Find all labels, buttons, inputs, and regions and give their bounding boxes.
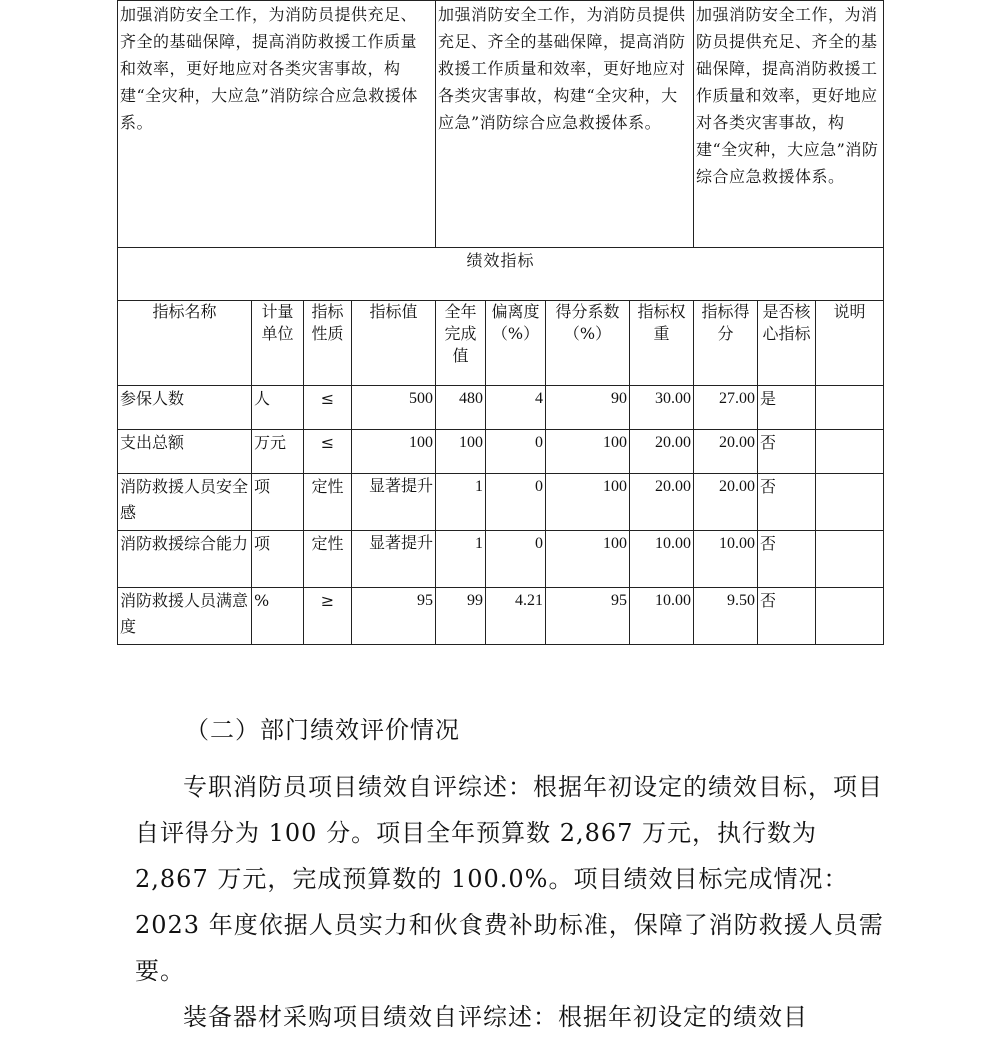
target-cell: 500 bbox=[352, 386, 436, 430]
section-row bbox=[118, 248, 884, 301]
actual-cell: 1 bbox=[436, 531, 486, 588]
indicator-name: 消防救援人员满意度 bbox=[118, 588, 252, 645]
target-cell: 显著提升 bbox=[352, 531, 436, 588]
performance-table-wrapper bbox=[117, 0, 883, 652]
target-cell: 显著提升 bbox=[352, 474, 436, 531]
score-cell: 9.50 bbox=[694, 588, 758, 645]
weight-cell: 30.00 bbox=[630, 386, 694, 430]
note-cell bbox=[816, 430, 884, 474]
actual-cell: 1 bbox=[436, 474, 486, 531]
core-cell: 否 bbox=[758, 588, 816, 645]
weight-cell: 10.00 bbox=[630, 531, 694, 588]
weight-cell: 10.00 bbox=[630, 588, 694, 645]
body-text bbox=[135, 764, 895, 1040]
unit-cell: 项 bbox=[252, 531, 304, 588]
unit-cell: % bbox=[252, 588, 304, 645]
note-cell bbox=[816, 588, 884, 645]
score-cell: 10.00 bbox=[694, 531, 758, 588]
table-row bbox=[118, 474, 884, 531]
nature-cell: ≤ bbox=[304, 430, 352, 474]
target-cell: 95 bbox=[352, 588, 436, 645]
paragraph-1: 专职消防员项目绩效自评综述：根据年初设定的绩效目标，项目自评得分为 100 分。项目全年预算数 2,867 万元，执行数为 2,867 万元，完成预算数的 100.0%。项目绩效目标完成情况：2023 年度依据人员实力和伙食费补助标准，保障了消防救援人员需要。 bbox=[135, 773, 884, 985]
goal-cell-1: 加强消防安全工作，为消防员提供充足、齐全的基础保障，提高消防救援工作质量和效率，更好地应对各类灾害事故，构建“全灾种，大应急”消防综合应急救援体系。 bbox=[118, 1, 436, 248]
header-cell: 是否核心指标 bbox=[758, 301, 816, 386]
deviation-cell: 4.21 bbox=[486, 588, 546, 645]
table-row bbox=[118, 531, 884, 588]
indicator-name: 消防救援人员安全感 bbox=[118, 474, 252, 531]
coef-cell: 90 bbox=[546, 386, 630, 430]
indicator-name: 参保人数 bbox=[118, 386, 252, 430]
goal-cell-3: 加强消防安全工作，为消防员提供充足、齐全的基础保障，提高消防救援工作质量和效率，更好地应对各类灾害事故，构建“全灾种，大应急”消防综合应急救援体系。 bbox=[694, 1, 884, 248]
nature-cell: 定性 bbox=[304, 531, 352, 588]
section-heading: （二）部门绩效评价情况 bbox=[185, 716, 460, 744]
unit-cell: 项 bbox=[252, 474, 304, 531]
weight-cell: 20.00 bbox=[630, 430, 694, 474]
deviation-cell: 0 bbox=[486, 531, 546, 588]
table-row bbox=[118, 430, 884, 474]
header-cell: 说明 bbox=[816, 301, 884, 386]
header-cell: 指标得分 bbox=[694, 301, 758, 386]
goal-cell-2: 加强消防安全工作，为消防员提供充足、齐全的基础保障，提高消防救援工作质量和效率，更好地应对各类灾害事故，构建“全灾种，大应急”消防综合应急救援体系。 bbox=[436, 1, 694, 248]
deviation-cell: 4 bbox=[486, 386, 546, 430]
core-cell: 是 bbox=[758, 386, 816, 430]
note-cell bbox=[816, 386, 884, 430]
header-cell: 全年完成值 bbox=[436, 301, 486, 386]
coef-cell: 100 bbox=[546, 531, 630, 588]
score-cell: 20.00 bbox=[694, 474, 758, 531]
score-cell: 27.00 bbox=[694, 386, 758, 430]
deviation-cell: 0 bbox=[486, 474, 546, 531]
core-cell: 否 bbox=[758, 430, 816, 474]
header-row bbox=[118, 301, 884, 386]
nature-cell: 定性 bbox=[304, 474, 352, 531]
nature-cell: ≥ bbox=[304, 588, 352, 645]
paragraph-2: 装备器材采购项目绩效自评综述：根据年初设定的绩效目 bbox=[183, 1003, 808, 1031]
score-cell: 20.00 bbox=[694, 430, 758, 474]
unit-cell: 万元 bbox=[252, 430, 304, 474]
actual-cell: 480 bbox=[436, 386, 486, 430]
header-cell: 指标值 bbox=[352, 301, 436, 386]
performance-table bbox=[117, 0, 884, 645]
unit-cell: 人 bbox=[252, 386, 304, 430]
coef-cell: 95 bbox=[546, 588, 630, 645]
table-row bbox=[118, 386, 884, 430]
target-cell: 100 bbox=[352, 430, 436, 474]
indicator-name: 消防救援综合能力 bbox=[118, 531, 252, 588]
header-cell: 指标名称 bbox=[118, 301, 252, 386]
core-cell: 否 bbox=[758, 531, 816, 588]
header-cell: 偏离度（%） bbox=[486, 301, 546, 386]
coef-cell: 100 bbox=[546, 474, 630, 531]
goal-row bbox=[118, 1, 884, 248]
core-cell: 否 bbox=[758, 474, 816, 531]
header-cell: 指标权重 bbox=[630, 301, 694, 386]
note-cell bbox=[816, 474, 884, 531]
deviation-cell: 0 bbox=[486, 430, 546, 474]
header-cell: 指标性质 bbox=[304, 301, 352, 386]
note-cell bbox=[816, 531, 884, 588]
nature-cell: ≤ bbox=[304, 386, 352, 430]
actual-cell: 100 bbox=[436, 430, 486, 474]
table-row bbox=[118, 588, 884, 645]
actual-cell: 99 bbox=[436, 588, 486, 645]
indicator-name: 支出总额 bbox=[118, 430, 252, 474]
coef-cell: 100 bbox=[546, 430, 630, 474]
header-cell: 得分系数（%） bbox=[546, 301, 630, 386]
section-title: 绩效指标 bbox=[118, 248, 884, 301]
weight-cell: 20.00 bbox=[630, 474, 694, 531]
header-cell: 计量单位 bbox=[252, 301, 304, 386]
